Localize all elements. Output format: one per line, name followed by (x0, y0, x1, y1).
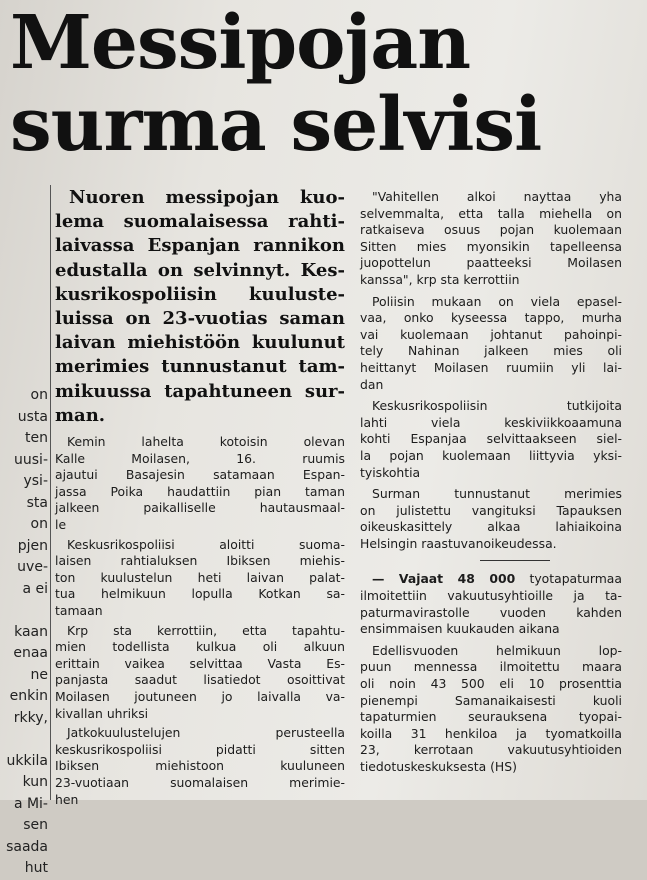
article-paragraph (360, 398, 622, 481)
text-line: Poliisin mukaan on viela epasel- (372, 293, 622, 309)
text-line: tua helmikuun lopulla Kotkan sa- (55, 586, 345, 602)
text-line: ton kuulustelun heti laivan palat- (55, 569, 345, 585)
headline-line-2: surma selvisi (10, 82, 542, 168)
lead-line: edustalla on selvinnyt. Kes- (55, 259, 345, 281)
text-line: Keskusrikospoliisin tutkijoita (372, 398, 622, 414)
text-line: le (55, 517, 67, 532)
text-line: pienempi Samanaikaisesti kuoli (360, 692, 622, 708)
text-line: erittain vaikea selvittaa Vasta Es- (55, 655, 345, 671)
fragment-line: ysi- (23, 473, 48, 489)
fragment-line: a ei (22, 580, 48, 597)
news-brief-lines (360, 588, 622, 638)
fragment-line: on (30, 516, 48, 532)
headline (10, 2, 620, 166)
text-line: 23-vuotiaan suomalaisen merimie- (55, 774, 345, 790)
fragment-line: uve- (17, 559, 48, 575)
article-paragraph (55, 537, 345, 620)
text-line: keskusrikospoliisi pidatti sitten (55, 741, 345, 757)
lead-paragraph (55, 186, 345, 428)
text-line: Sitten mies myonsikin tapelleensa (360, 238, 622, 254)
news-brief-first-rest: tyotapaturmaa (529, 571, 622, 587)
text-line: Surman tunnustanut merimies (372, 486, 622, 502)
text-line: mien todellista kulkua oli alkuun (55, 639, 345, 655)
fragment-line: on (30, 387, 48, 403)
text-line: Krp sta kerrottiin, etta tapahtu- (67, 622, 345, 638)
column-2-body (360, 189, 622, 552)
text-line: selvemmalta, etta talla miehella on (360, 205, 622, 221)
text-line: vai kuolemaan johtanut pahoinpi- (360, 326, 622, 342)
text-line: puun mennessa ilmoitettu maara (360, 659, 622, 675)
text-line: koilla 31 henkiloa ja tyomatkoilla (360, 725, 622, 741)
adjacent-column-fragment (0, 385, 48, 876)
text-line: hen (55, 791, 79, 807)
text-line: tely Nahinan jalkeen mies oli (360, 343, 622, 359)
fragment-line: saada (6, 838, 48, 855)
text-line: ilmoitettiin vakuutusyhtioille ja ta- (360, 588, 622, 604)
fragment-line: rkky, (13, 709, 48, 726)
fragment-line: enaa (13, 645, 48, 661)
text-line: la pojan kuolemaan liittyvia yksi- (360, 447, 622, 463)
text-line: kanssa", krp sta kerrottiin (360, 271, 520, 287)
text-line: panjasta saadut lisatiedot osoittivat (55, 672, 345, 688)
text-line: heittanyt Moilasen ruumiin yli lai- (360, 359, 622, 375)
article-column-1 (55, 186, 345, 811)
fragment-line: uusi- (14, 451, 48, 468)
text-line: jalkeen paikalliselle hautausmaal- (55, 500, 345, 516)
article-paragraph (55, 434, 345, 534)
text-line: ajautui Basajesin satamaan Espan- (55, 467, 345, 483)
article-paragraph (55, 725, 345, 808)
text-line: dan (360, 376, 384, 392)
section-divider (480, 560, 550, 561)
text-line: oli noin 43 500 eli 10 prosenttia (360, 676, 622, 692)
article-paragraph (360, 294, 622, 394)
article-paragraph (360, 486, 622, 552)
fragment-line: a Mi- (13, 795, 48, 812)
text-line: Jatkokuulustelujen perusteella (67, 725, 345, 741)
lead-line: laivassa Espanjan rannikon (55, 235, 345, 257)
lead-line: luissa on 23-vuotias saman (55, 308, 345, 330)
text-line: paturmavirastolle vuoden kahden (360, 604, 622, 620)
text-line: tapaturmien seurauksena tyopai- (360, 709, 622, 725)
text-line: Ibiksen miehistoon kuuluneen (55, 758, 345, 774)
text-line: Moilasen joutuneen jo laivalla va- (55, 688, 345, 704)
text-line: juopottelun paatteeksi Moilasen (360, 255, 622, 271)
column-rule (50, 185, 51, 800)
fragment-line: ne (30, 666, 48, 683)
text-line: lahti viela keskiviikkoaamuna (360, 414, 622, 430)
text-line: ensimmaisen kuukauden aikana (360, 621, 560, 637)
fragment-line: enkin (9, 688, 48, 704)
text-line: jassa Poika haudattiin pian taman (55, 483, 345, 499)
lead-line: merimies tunnustanut tam- (55, 356, 345, 378)
article-column-2 (360, 189, 622, 781)
text-line: kivallan uhriksi (55, 705, 149, 721)
text-line: laisen rahtialuksen Ibiksen miehis- (55, 553, 345, 569)
text-line: Edellisvuoden helmikuun lop- (372, 642, 622, 658)
text-line: kohti Espanjaa selvittaakseen siel- (360, 431, 622, 447)
fragment-line: ukkila (6, 752, 48, 769)
news-brief (360, 571, 622, 637)
news-brief-first-line (360, 571, 622, 588)
text-line: on julistettu vangituksi Tapauksen (360, 502, 622, 518)
fragment-line (0, 600, 48, 622)
lead-line: lema suomalaisessa rahti- (55, 211, 345, 233)
lead-line: man. (55, 404, 106, 426)
lead-line: kusrikospoliisin kuuluste- (55, 283, 345, 305)
lead-line: laivan miehistöön kuulunut (55, 332, 345, 354)
text-line: 23, kerrotaan vakuutusyhtioiden (360, 742, 622, 758)
fragment-line: kaan (14, 623, 48, 640)
fragment-line (0, 729, 48, 751)
fragment-line: pjen (17, 537, 48, 554)
text-line: Keskusrikospoliisi aloitti suoma- (67, 536, 345, 552)
fragment-line: ten (25, 430, 48, 446)
text-line: "Vahitellen alkoi nayttaa yha (372, 189, 622, 204)
text-line: vaa, onko kyseessa tappo, murha (360, 310, 622, 326)
article-paragraph (55, 623, 345, 723)
fragment-line: kun (22, 774, 48, 790)
article-paragraph (360, 189, 622, 289)
headline-line-1: Messipojan (10, 0, 471, 86)
fragment-line: sta (26, 494, 48, 511)
news-brief-lead: — Vajaat 48 000 (372, 571, 516, 587)
text-line: tiedotuskeskuksesta (HS) (360, 759, 517, 774)
column-1-body (55, 434, 345, 808)
text-line: Helsingin raastuvanoikeudessa. (360, 535, 557, 551)
news-brief-paragraph-2 (360, 643, 622, 776)
fragment-line: sen (23, 817, 48, 833)
lead-line: Nuoren messipojan kuo- (69, 187, 345, 208)
lead-line: mikuussa tapahtuneen sur- (55, 380, 345, 402)
text-line: Kemin lahelta kotoisin olevan (67, 434, 345, 450)
text-line: Kalle Moilasen, 16. ruumis (55, 450, 345, 466)
fragment-line: hut (24, 860, 48, 876)
text-line: ratkaiseva osuus pojan kuolemaan (360, 222, 622, 238)
text-line: oikeuskasittely alkaa lahiaikoina (360, 519, 622, 535)
fragment-line: usta (17, 408, 48, 425)
text-line: tamaan (55, 602, 103, 618)
text-line: tyiskohtia (360, 464, 421, 480)
